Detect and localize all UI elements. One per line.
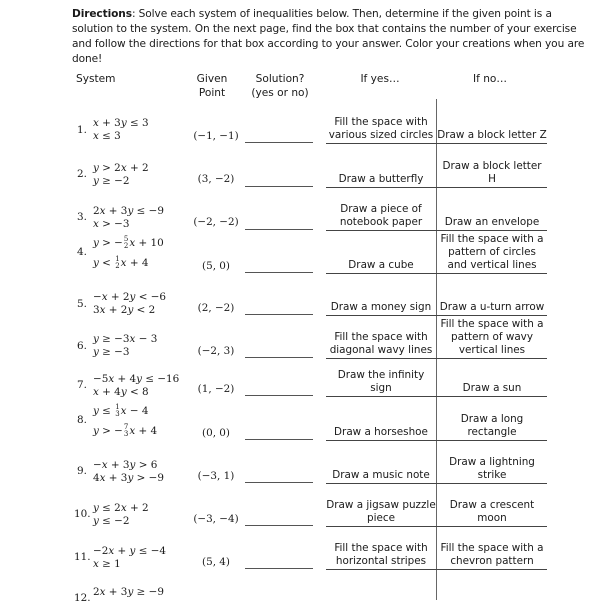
inequality-1: y ≤ 2x + 2 — [93, 502, 149, 514]
if-no-instruction — [437, 316, 547, 357]
exercise-number: 10. — [74, 508, 91, 520]
if-no-instruction — [437, 397, 547, 439]
if-yes-text: Draw a piece of notebook paper — [339, 203, 423, 228]
exercise-number: 7. — [77, 379, 87, 391]
exercise-number: 6. — [77, 340, 87, 352]
if-no-text: Draw a block letter Z — [437, 129, 547, 141]
if-yes-text: Draw a money sign — [330, 301, 432, 313]
inequality-system — [93, 205, 164, 230]
given-point: (−2, −2) — [193, 216, 239, 228]
inequality-2: y ≤ −2 — [93, 514, 130, 527]
solution-answer-blank[interactable] — [245, 439, 313, 440]
inequality-2: y < 1 2 x + 4 — [93, 255, 149, 270]
if-no-instruction — [437, 188, 547, 229]
if-yes-text: Draw a cube — [348, 259, 414, 271]
exercise-number: 5. — [77, 298, 87, 310]
inequality-system — [93, 291, 166, 316]
directions-label: Directions — [72, 8, 132, 20]
inequality-system — [93, 236, 164, 270]
header-if-yes: If yes… — [360, 73, 400, 85]
given-point: (0, 0) — [202, 427, 230, 439]
inequality-2: y > − 7 3 x + 4 — [93, 423, 158, 438]
given-point: (3, −2) — [197, 173, 235, 185]
inequality-system — [93, 502, 149, 527]
solution-answer-blank[interactable] — [245, 525, 313, 526]
if-yes-instruction — [326, 231, 436, 272]
inequality-1: y ≤ 1 3 x − 4 — [93, 403, 149, 418]
inequality-2: x ≥ 1 — [93, 557, 121, 570]
if-yes-instruction — [326, 144, 436, 186]
inequality-1: −x + 3y > 6 — [93, 459, 158, 471]
if-no-text: Draw a crescent moon — [449, 499, 535, 524]
if-yes-text: Fill the space with various sized circles — [328, 116, 434, 141]
if-no-text: Fill the space with a pattern of circles and vertical lines — [440, 233, 544, 271]
if-yes-text: Fill the space with diagonal wavy lines — [329, 331, 433, 356]
if-no-text: Draw a block letter H — [442, 160, 542, 185]
inequality-system — [93, 586, 164, 599]
given-point: (−3, 1) — [197, 470, 235, 482]
if-no-text: Draw a lightning strike — [449, 456, 535, 481]
inequality-2: x + 4y < 8 — [93, 385, 149, 398]
if-yes-text: Draw the infinity sign — [337, 369, 425, 394]
if-yes-instruction — [326, 316, 436, 357]
inequality-1: y ≥ −3x − 3 — [93, 333, 158, 345]
inequality-system — [93, 117, 149, 142]
inequality-2: x > −3 — [93, 217, 130, 230]
inequality-1: y > 2x + 2 — [93, 162, 149, 174]
given-point: (5, 0) — [202, 260, 230, 272]
inequality-system — [93, 373, 179, 398]
if-yes-text: Draw a butterfly — [338, 173, 424, 185]
if-yes-text: Draw a horseshoe — [334, 426, 428, 438]
if-no-instruction — [437, 144, 547, 186]
inequality-system — [93, 459, 164, 484]
given-point: (5, 4) — [202, 556, 230, 568]
header-solution — [242, 72, 318, 100]
inequality-2: y ≥ −2 — [93, 174, 130, 187]
if-no-instruction — [437, 441, 547, 482]
inequality-2: 4x + 3y > −9 — [93, 471, 164, 484]
inequality-system — [93, 162, 149, 187]
header-given-line1: Given — [196, 73, 228, 85]
inequality-system — [93, 545, 166, 570]
if-no-instruction — [437, 484, 547, 525]
if-yes-instruction — [326, 441, 436, 482]
inequality-1: y > − 5 2 x + 10 — [93, 235, 164, 250]
solution-answer-blank[interactable] — [245, 568, 313, 569]
exercise-number: 3. — [77, 211, 87, 223]
inequality-2: y ≥ −3 — [93, 345, 130, 358]
solution-answer-blank[interactable] — [245, 314, 313, 315]
inequality-1: −2x + y ≤ −4 — [93, 545, 167, 557]
inequality-1: x + 3y ≤ 3 — [93, 117, 149, 129]
header-system: System — [76, 73, 116, 85]
if-no-text: Fill the space with a chevron pattern — [440, 542, 544, 567]
if-yes-instruction — [326, 484, 436, 525]
given-point: (−2, 3) — [197, 345, 235, 357]
if-yes-instruction — [326, 527, 436, 568]
header-solution-line1: Solution? — [255, 73, 305, 85]
if-no-text: Fill the space with a pattern of wavy vertical lines — [440, 318, 544, 356]
if-no-instruction — [437, 274, 547, 314]
inequality-system — [93, 404, 157, 438]
exercise-number: 8. — [77, 414, 87, 426]
if-yes-text: Draw a jigsaw puzzle piece — [326, 499, 436, 524]
inequality-system — [93, 333, 157, 358]
header-solution-line2: (yes or no) — [251, 87, 309, 99]
if-no-instruction — [437, 359, 547, 395]
directions-text: : Solve each system of inequalities below. Then, determine if the given point is a solution to the system. On the next page, find the box that contains the number of your exercise and follow the directions for that box according to your answer. Color your creations when you are done! — [72, 8, 585, 65]
exercise-number: 4. — [77, 246, 87, 258]
given-point: (1, −2) — [197, 383, 235, 395]
exercise-number: 9. — [77, 465, 87, 477]
if-yes-text: Fill the space with horizontal stripes — [334, 542, 428, 567]
if-yes-instruction — [326, 188, 436, 229]
solution-answer-blank[interactable] — [245, 357, 313, 358]
exercise-number: 2. — [77, 168, 87, 180]
directions-paragraph — [72, 7, 592, 67]
if-no-text: Draw a long rectangle — [460, 413, 524, 438]
if-no-text: Draw an envelope — [444, 216, 540, 228]
header-if-no: If no… — [472, 73, 507, 85]
inequality-1: 2x + 3y ≤ −9 — [93, 205, 164, 217]
inequality-2: 3x + 2y < 2 — [93, 303, 156, 316]
solution-answer-blank[interactable] — [245, 186, 313, 187]
solution-answer-blank[interactable] — [245, 482, 313, 483]
if-no-instruction — [437, 527, 547, 568]
solution-answer-blank[interactable] — [245, 142, 313, 143]
solution-answer-blank[interactable] — [245, 272, 313, 273]
solution-answer-blank[interactable] — [245, 229, 313, 230]
if-no-instruction — [437, 101, 547, 142]
if-yes-text: Draw a music note — [332, 469, 430, 481]
exercise-number: 12. — [74, 592, 91, 604]
if-no-text: Draw a sun — [462, 382, 522, 394]
given-point: (2, −2) — [197, 302, 235, 314]
inequality-1: −5x + 4y ≤ −16 — [93, 373, 180, 385]
if-no-text: Draw a u-turn arrow — [439, 301, 545, 313]
inequality-1: −x + 2y < −6 — [93, 291, 167, 303]
row-divider — [326, 569, 547, 570]
given-point: (−1, −1) — [193, 130, 239, 142]
exercise-number: 1. — [77, 124, 87, 136]
inequality-2: x ≤ 3 — [93, 129, 121, 142]
if-yes-instruction — [326, 397, 436, 439]
exercise-number: 11. — [74, 551, 91, 563]
if-yes-instruction — [326, 274, 436, 314]
inequality-1: 2x + 3y ≥ −9 — [93, 586, 164, 598]
if-yes-instruction — [326, 359, 436, 395]
if-yes-instruction — [326, 101, 436, 142]
given-point: (−3, −4) — [193, 513, 239, 525]
header-given-point — [190, 72, 234, 100]
if-no-instruction — [437, 231, 547, 272]
header-given-line2: Point — [198, 87, 226, 99]
solution-answer-blank[interactable] — [245, 395, 313, 396]
